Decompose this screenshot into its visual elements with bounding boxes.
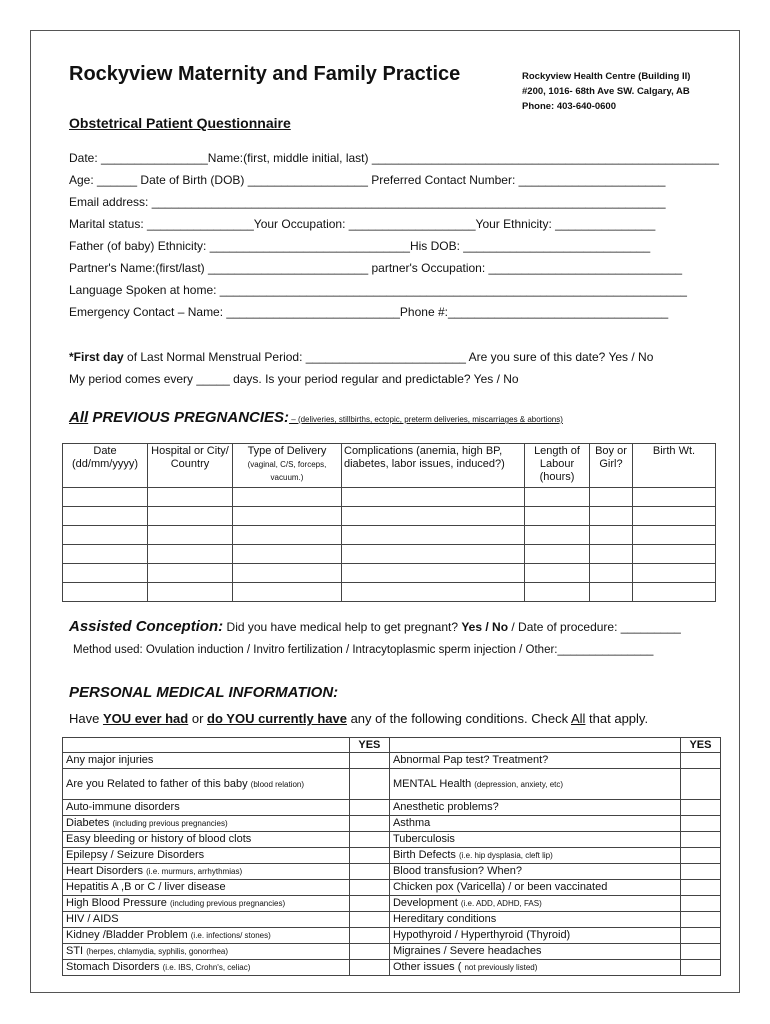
condition-left-note: (i.e. IBS, Crohn's, celiac) — [162, 963, 251, 972]
condition-left-label: Heart Disorders — [66, 865, 144, 877]
condition-right — [389, 832, 680, 848]
condition-left-note: (i.e. murmurs, arrhythmias) — [146, 867, 243, 876]
condition-left-label: Are you Related to father of this baby — [66, 777, 248, 790]
assisted-conception[interactable] — [69, 618, 681, 635]
marital-occupation-field[interactable]: Marital status: ________________Your Occupation: ___________________Your Ethnicity: _______________ — [69, 217, 656, 231]
yes-checkbox-left[interactable] — [349, 800, 389, 816]
medical-row — [63, 960, 721, 976]
medical-row — [63, 816, 721, 832]
yes-checkbox-right[interactable] — [680, 880, 720, 896]
yes-checkbox-left[interactable] — [349, 912, 389, 928]
pregnancies-heading — [69, 409, 563, 427]
condition-left-label: Hepatitis A ,B or C / liver disease — [66, 881, 226, 893]
address-line-3: Phone: 403-640-0600 — [522, 101, 616, 112]
medical-row — [63, 912, 721, 928]
assisted-heading: Assisted Conception: — [69, 618, 224, 635]
col-delivery-label: Type of Delivery — [247, 445, 327, 457]
table-row[interactable] — [63, 526, 716, 545]
medical-row — [63, 944, 721, 960]
medical-heading: PERSONAL MEDICAL INFORMATION: — [69, 684, 339, 701]
condition-right — [389, 912, 680, 928]
yes-checkbox-right[interactable] — [680, 912, 720, 928]
col-complications: Complications (anemia, high BP, diabetes, labor issues, induced?) — [342, 444, 525, 488]
col-date: Date (dd/mm/yyyy) — [63, 444, 148, 488]
col-delivery-note: (vaginal, C/S, forceps, vacuum.) — [247, 460, 327, 482]
condition-right-label: Other issues ( — [392, 961, 462, 973]
medical-row — [63, 800, 721, 816]
questionnaire-page — [30, 30, 740, 993]
condition-left-label: STI — [66, 945, 84, 957]
emergency-contact-field[interactable]: Emergency Contact – Name: __________________________Phone #:_________________________________ — [69, 305, 669, 319]
table-row[interactable] — [63, 545, 716, 564]
date-name-field[interactable]: Date: ________________Name:(first, middle initial, last) ____________________________________________________ — [69, 151, 719, 165]
yes-checkbox-right[interactable] — [680, 944, 720, 960]
yes-checkbox-left[interactable] — [349, 816, 389, 832]
intro-part: that apply. — [585, 711, 649, 726]
condition-right — [389, 880, 680, 896]
yes-checkbox-right[interactable] — [680, 864, 720, 880]
practice-title: Rockyview Maternity and Family Practice — [69, 63, 461, 85]
condition-right-label: Hereditary conditions — [392, 913, 497, 925]
yes-checkbox-left[interactable] — [349, 944, 389, 960]
lmp-bold: *First day — [69, 350, 124, 364]
medical-conditions-table — [62, 737, 721, 976]
assisted-rest: / Date of procedure: _________ — [508, 620, 681, 634]
language-field[interactable]: Language Spoken at home: ______________________________________________________________________ — [69, 283, 687, 297]
medical-row — [63, 832, 721, 848]
condition-right-label: Migraines / Severe headaches — [392, 945, 542, 957]
address-line-2: #200, 1016- 68th Ave SW. Calgary, AB — [522, 86, 690, 97]
condition-left-label: Any major injuries — [66, 754, 154, 766]
condition-right-note: (depression, anxiety, etc) — [474, 779, 564, 789]
condition-left — [63, 928, 350, 944]
medical-row — [63, 928, 721, 944]
yes-checkbox-right[interactable] — [680, 800, 720, 816]
table-row[interactable] — [63, 507, 716, 526]
medical-row — [63, 753, 721, 769]
form-subtitle: Obstetrical Patient Questionnaire — [69, 115, 291, 131]
condition-right-label: Tuberculosis — [392, 833, 455, 845]
condition-left-label: Diabetes — [66, 817, 110, 829]
condition-right — [389, 944, 680, 960]
lmp-field[interactable] — [69, 350, 653, 364]
medical-row — [63, 848, 721, 864]
condition-right-label: Anesthetic problems? — [392, 801, 499, 813]
table-row[interactable] — [63, 583, 716, 602]
condition-left — [63, 800, 350, 816]
intro-currently-have: do YOU currently have — [207, 711, 347, 726]
yes-checkbox-right[interactable] — [680, 928, 720, 944]
medical-header-row — [63, 738, 721, 753]
condition-right — [389, 800, 680, 816]
condition-left-label: Epilepsy / Seizure Disorders — [66, 849, 205, 861]
condition-right — [389, 848, 680, 864]
father-ethnicity-field[interactable]: Father (of baby) Ethnicity: ______________________________His DOB: ____________________________ — [69, 239, 651, 253]
condition-right — [389, 816, 680, 832]
assisted-question: Did you have medical help to get pregnant? — [223, 620, 462, 634]
left-header-blank — [63, 738, 350, 753]
condition-left — [63, 769, 350, 800]
condition-left-note: (including previous pregnancies) — [169, 899, 286, 908]
condition-left-label: High Blood Pressure — [66, 897, 167, 909]
condition-right-label: Chicken pox (Varicella) / or been vaccinated — [392, 881, 608, 893]
medical-row — [63, 880, 721, 896]
table-row[interactable] — [63, 488, 716, 507]
condition-right-label: MENTAL Health — [392, 777, 472, 790]
yes-checkbox-left[interactable] — [349, 880, 389, 896]
pregnancies-table — [62, 443, 716, 602]
yes-checkbox-right[interactable] — [680, 753, 720, 769]
period-cycle-field[interactable]: My period comes every _____ days. Is your period regular and predictable? Yes / No — [69, 372, 519, 386]
yes-checkbox-left[interactable] — [349, 848, 389, 864]
condition-left — [63, 880, 350, 896]
col-birth-weight: Birth Wt. — [633, 444, 716, 488]
intro-part: any of the following conditions. Check — [346, 711, 571, 726]
practice-address — [522, 69, 690, 114]
condition-right — [389, 960, 680, 976]
condition-right — [389, 769, 680, 800]
table-header-row — [63, 444, 716, 488]
col-labour: Length of Labour (hours) — [525, 444, 590, 488]
condition-right-label: Blood transfusion? When? — [392, 865, 522, 877]
intro-part: or — [188, 711, 208, 726]
medical-row — [63, 896, 721, 912]
condition-right — [389, 928, 680, 944]
condition-left — [63, 848, 350, 864]
yes-checkbox-left[interactable] — [349, 864, 389, 880]
col-sex: Boy or Girl? — [590, 444, 633, 488]
yes-checkbox-right[interactable] — [680, 769, 720, 800]
col-hospital: Hospital or City/ Country — [148, 444, 233, 488]
condition-left — [63, 960, 350, 976]
intro-part: Have — [69, 711, 103, 726]
email-field[interactable]: Email address: _____________________________________________________________________________ — [69, 195, 666, 209]
right-header-blank — [389, 738, 680, 753]
lmp-rest: of Last Normal Menstrual Period: ________________________ Are you sure of this date? Yes / No — [123, 350, 654, 364]
address-line-1: Rockyview Health Centre (Building II) — [522, 71, 691, 82]
condition-right-label: Development — [392, 897, 458, 909]
condition-right-label: Birth Defects — [392, 849, 456, 861]
condition-left-label: Stomach Disorders — [66, 961, 160, 973]
condition-left — [63, 912, 350, 928]
intro-all: All — [570, 711, 586, 726]
medical-row — [63, 864, 721, 880]
condition-left — [63, 864, 350, 880]
yes-checkbox-left[interactable] — [349, 928, 389, 944]
condition-right — [389, 896, 680, 912]
assisted-yesno: Yes / No — [461, 620, 509, 634]
yes-header-right: YES — [680, 738, 720, 753]
condition-right — [389, 753, 680, 769]
yes-checkbox-left[interactable] — [349, 896, 389, 912]
condition-left-note: (including previous pregnancies) — [112, 819, 228, 828]
condition-right-label: Abnormal Pap test? Treatment? — [392, 754, 549, 766]
yes-header-left: YES — [349, 738, 389, 753]
age-dob-contact-field[interactable]: Age: ______ Date of Birth (DOB) __________________ Preferred Contact Number: ______________________ — [69, 173, 666, 187]
yes-checkbox-right[interactable] — [680, 832, 720, 848]
condition-right-label: Asthma — [392, 817, 431, 829]
pregnancies-heading-all: All — [69, 409, 89, 426]
yes-checkbox-left[interactable] — [349, 960, 389, 976]
yes-checkbox-right[interactable] — [680, 960, 720, 976]
intro-ever-had: YOU ever had — [102, 711, 189, 726]
medical-intro — [69, 711, 648, 726]
condition-right-note: (i.e. hip dysplasia, cleft lip) — [458, 851, 553, 860]
condition-left — [63, 944, 350, 960]
condition-left — [63, 832, 350, 848]
yes-checkbox-left[interactable] — [349, 753, 389, 769]
yes-checkbox-right[interactable] — [680, 896, 720, 912]
table-row[interactable] — [63, 564, 716, 583]
condition-left-label: Auto-immune disorders — [66, 801, 180, 813]
condition-left-note: (herpes, chlamydia, syphilis, gonorrhea) — [86, 947, 229, 956]
condition-left — [63, 816, 350, 832]
condition-left-label: HIV / AIDS — [66, 913, 119, 925]
yes-checkbox-left[interactable] — [349, 832, 389, 848]
condition-left-label: Easy bleeding or history of blood clots — [66, 833, 252, 845]
yes-checkbox-right[interactable] — [680, 816, 720, 832]
assisted-method[interactable]: Method used: Ovulation induction / Invitro fertilization / Intracytoplasmic sperm injection / Other:_______________ — [73, 644, 654, 656]
pregnancies-heading-rest: PREVIOUS PREGNANCIES: — [88, 409, 290, 426]
condition-left-note: (blood relation) — [250, 779, 305, 789]
condition-right-label: Hypothyroid / Hyperthyroid (Thyroid) — [392, 929, 571, 941]
condition-left — [63, 753, 350, 769]
condition-left-note: (i.e. infections/ stones) — [190, 931, 271, 940]
yes-checkbox-left[interactable] — [349, 769, 389, 800]
condition-right-note: not previously listed) — [464, 963, 538, 972]
medical-row — [63, 769, 721, 800]
condition-left — [63, 896, 350, 912]
condition-right — [389, 864, 680, 880]
yes-checkbox-right[interactable] — [680, 848, 720, 864]
partner-field[interactable]: Partner's Name:(first/last) ________________________ partner's Occupation: _____________________________ — [69, 261, 683, 275]
col-delivery — [233, 444, 342, 488]
condition-right-note: (i.e. ADD, ADHD, FAS) — [460, 899, 542, 908]
pregnancies-heading-note: – (deliveries, stillbirths, ectopic, preterm deliveries, miscarriages & abortions) — [289, 415, 563, 424]
condition-left-label: Kidney /Bladder Problem — [66, 929, 188, 941]
